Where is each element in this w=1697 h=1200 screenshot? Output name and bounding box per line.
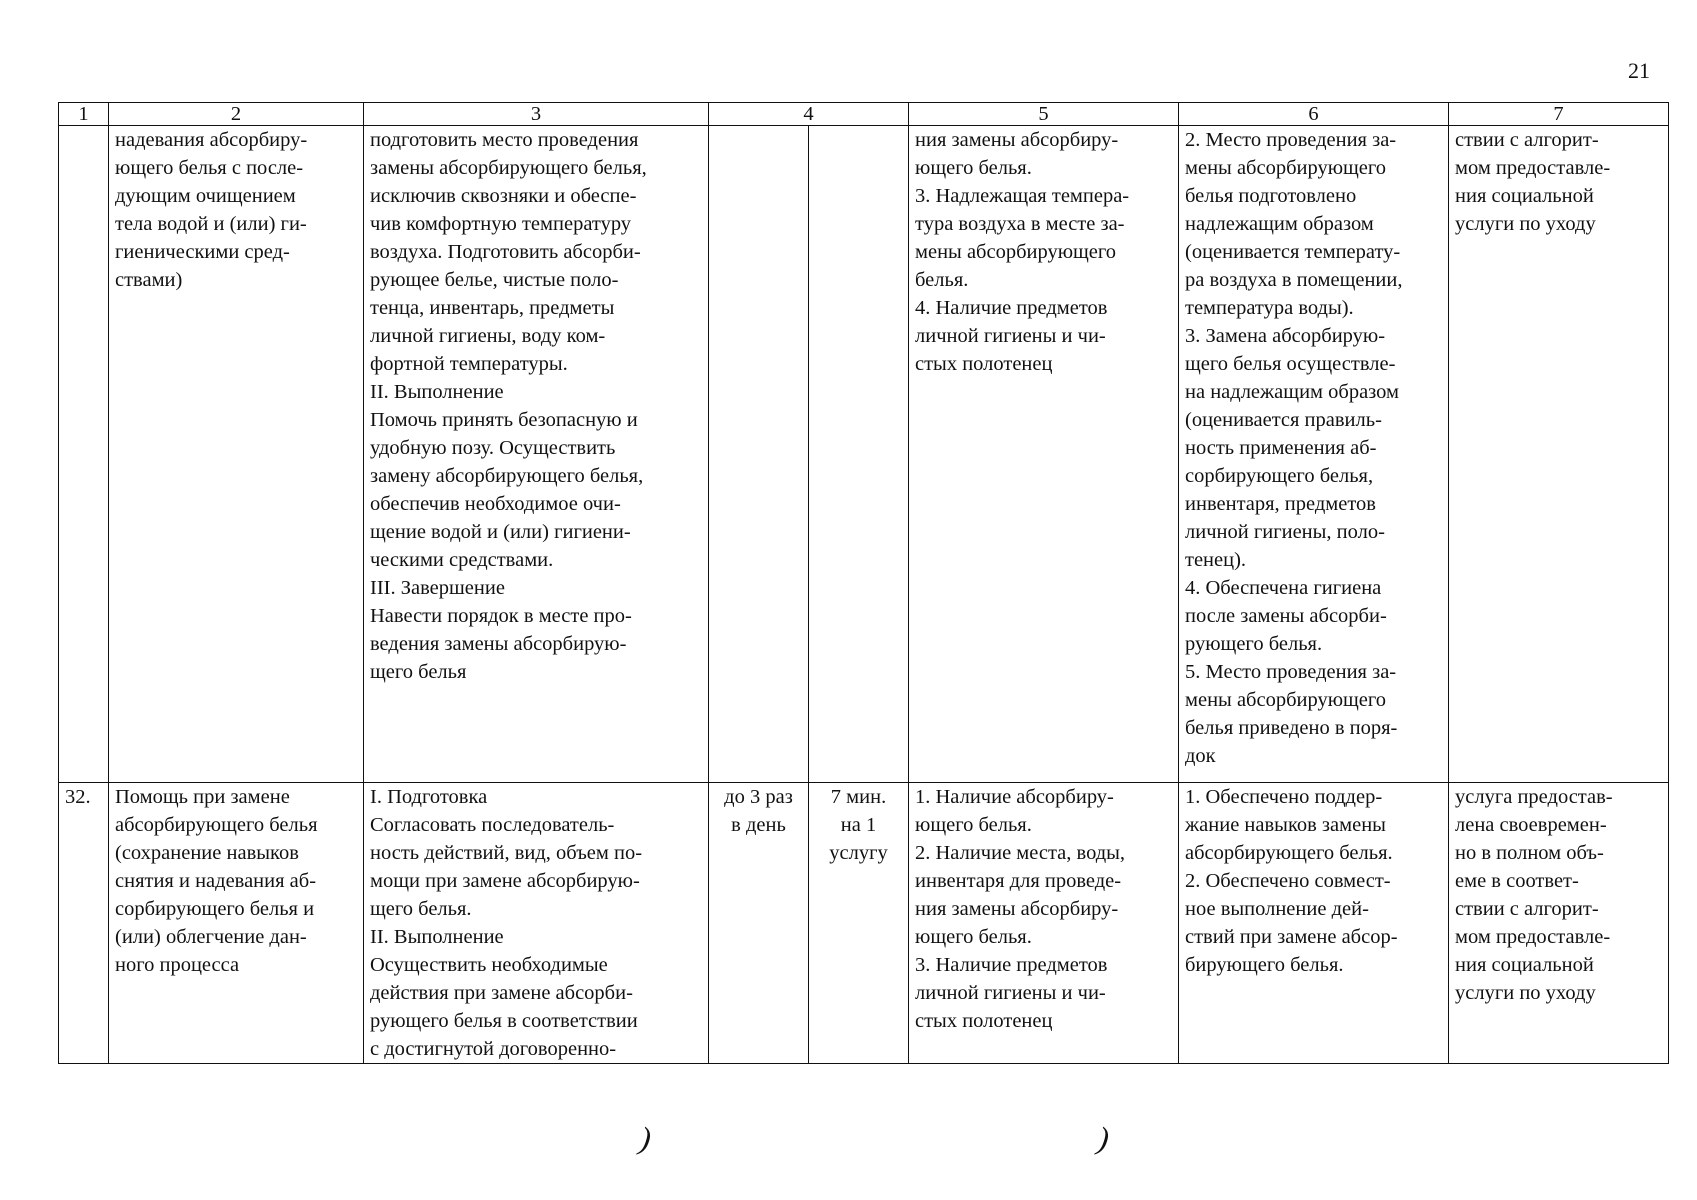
header-col-1: 1 [59, 103, 109, 126]
service-name: Помощь при замене абсорбирующего белья (сохранение навыков снятия и надевания аб- сорбирующего белья и (или) облегчение дан- ного процесса [109, 783, 364, 1064]
service-time [809, 126, 909, 783]
header-col-7: 7 [1449, 103, 1669, 126]
service-conditions: 1. Наличие абсорбиру- ющего белья. 2. Наличие места, воды, инвентаря для проведе- ния замены абсорбиру- ющего белья. 3. Наличие предметов личной гигиены и чи- стых полотенец [909, 783, 1179, 1064]
service-description: подготовить место проведения замены абсорбирующего белья, исключив сквозняки и обеспе- чив комфортную температуру воздуха. Подготовить абсорби- рующее белье, чистые поло- тенца, инвентарь, предметы личной гигиены, воду ком- фортной температуры. II. Выполнение Помочь принять безопасную и удобную позу. Осуществить замену абсорбирующего белья, обеспечив необходимое очи- щение водой и (или) гигиени- ческими средствами. III. Завершение Навести порядок в месте про- ведения замены абсорбирую- щего белья [364, 126, 709, 783]
row-number [59, 126, 109, 783]
header-col-2: 2 [109, 103, 364, 126]
service-frequency [709, 126, 809, 783]
service-name: надевания абсорбиру- ющего белья с после- дующим очищением тела водой и (или) ги- гиеническими сред- ствами) [109, 126, 364, 783]
header-col-6: 6 [1179, 103, 1449, 126]
table-row [59, 783, 1669, 1064]
services-table [58, 102, 1669, 1064]
table-header-row [59, 103, 1669, 126]
service-result: услуга предостав- лена своевремен- но в полном объ- еме в соответ- ствии с алгорит- мом предоставле- ния социальной услуги по уходу [1449, 783, 1669, 1064]
table-row [59, 126, 1669, 783]
header-col-5: 5 [909, 103, 1179, 126]
header-col-4: 4 [709, 103, 909, 126]
service-time: 7 мин. на 1 услугу [809, 783, 909, 1064]
row-number: 32. [59, 783, 109, 1064]
header-col-3: 3 [364, 103, 709, 126]
service-conditions: ния замены абсорбиру- ющего белья. 3. Надлежащая темпера- тура воздуха в месте за- мены абсорбирующего белья. 4. Наличие предметов личной гигиены и чи- стых полотенец [909, 126, 1179, 783]
service-criteria: 1. Обеспечено поддер- жание навыков замены абсорбирующего белья. 2. Обеспечено совмест- ное выполнение дей- ствий при замене абсор- бирующего белья. [1179, 783, 1449, 1064]
scan-mark: ) [1095, 1119, 1112, 1157]
scan-mark: ) [637, 1119, 654, 1157]
service-result: ствии с алгорит- мом предоставле- ния социальной услуги по уходу [1449, 126, 1669, 783]
page-number: 21 [1628, 58, 1650, 83]
service-criteria: 2. Место проведения за- мены абсорбирующего белья подготовлено надлежащим образом (оценивается температу- ра воздуха в помещении, температура воды). 3. Замена абсорбирую- щего белья осуществле- на надлежащим образом (оценивается правиль- ность применения аб- сорбирующего белья, инвентаря, предметов личной гигиены, поло- тенец). 4. Обеспечена гигиена после замены абсорби- рующего белья. 5. Место проведения за- мены абсорбирующего белья приведено в поря- док [1179, 126, 1449, 783]
service-frequency: до 3 раз в день [709, 783, 809, 1064]
service-description: I. Подготовка Согласовать последователь- ность действий, вид, объем по- мощи при замене абсорбирую- щего белья. II. Выполнение Осуществить необходимые действия при замене абсорби- рующего белья в соответствии с достигнутой договоренно- [364, 783, 709, 1064]
